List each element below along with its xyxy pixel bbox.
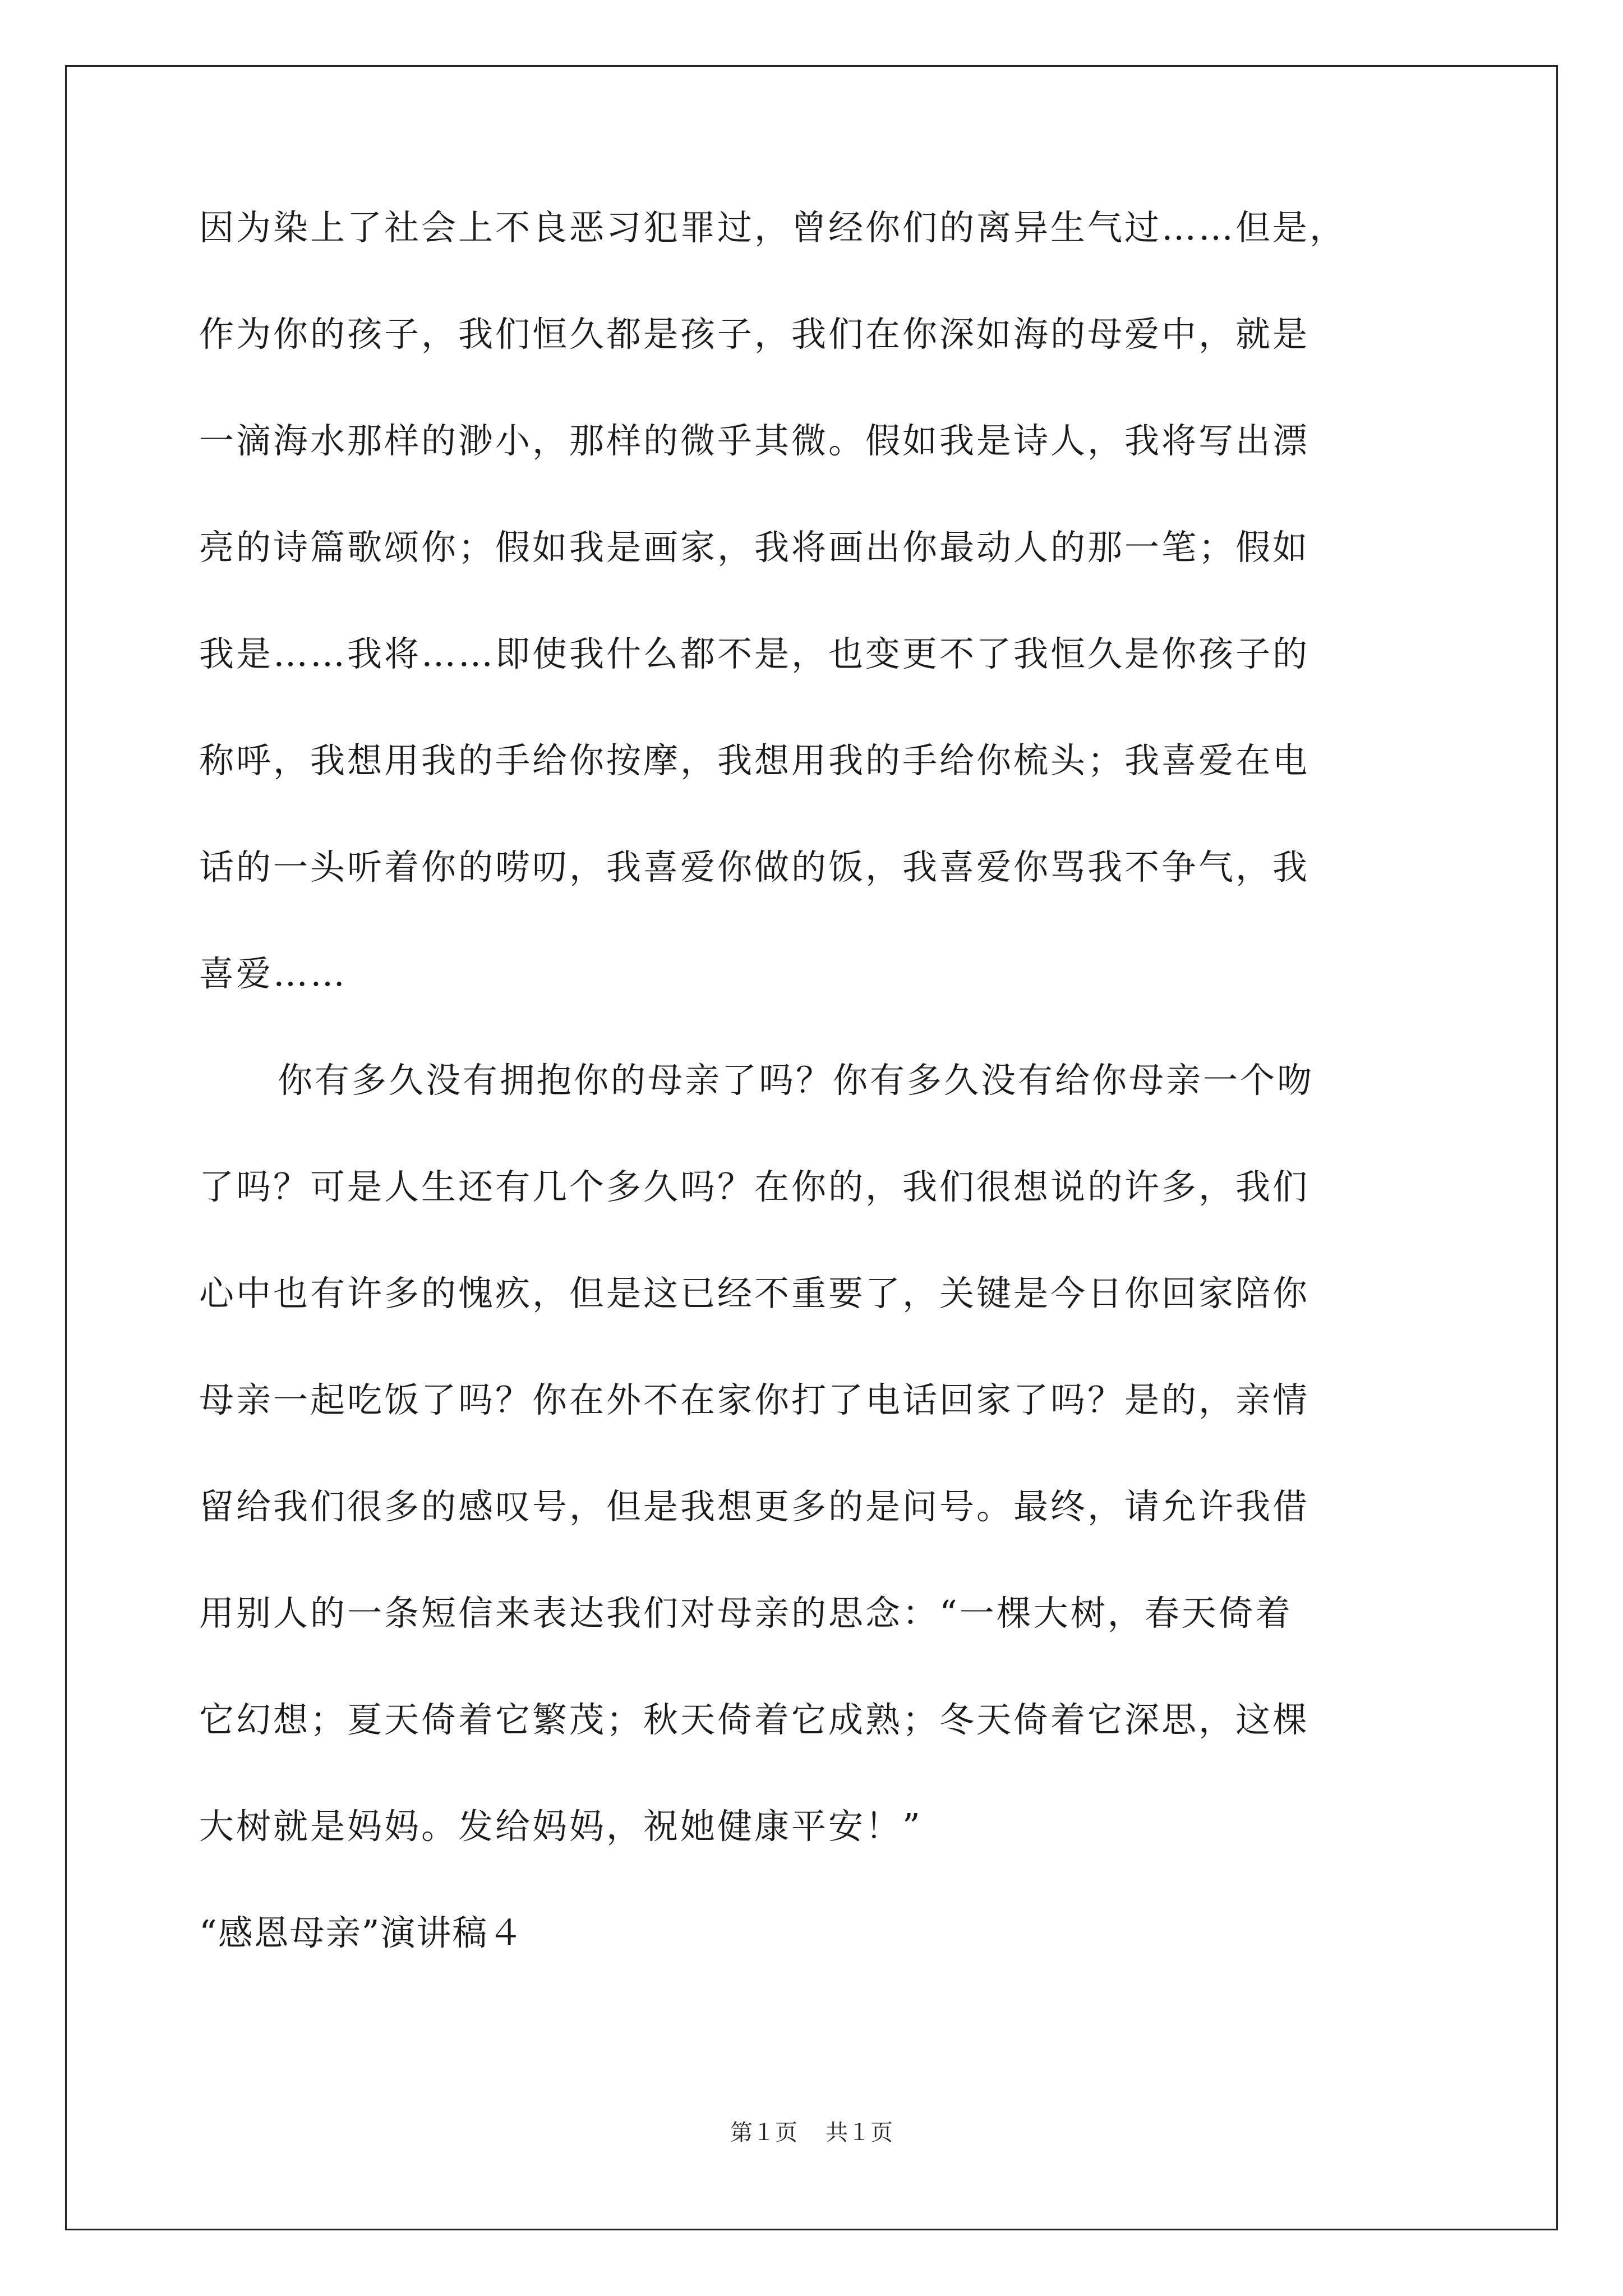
page-footer bbox=[0, 2122, 1623, 2144]
paragraph-2 bbox=[199, 1060, 1433, 1847]
text-line: 大树就是妈妈。发给妈妈，祝她健康平安！” bbox=[199, 1806, 923, 1847]
text-line: 称呼，我想用我的手给你按摩，我想用我的手给你梳头；我喜爱在电 bbox=[199, 740, 1310, 781]
section-heading: “感恩母亲”演讲稿４ bbox=[199, 1912, 524, 1953]
text-line: 你有多久没有拥抱你的母亲了吗？你有多久没有给你母亲一个吻 bbox=[278, 1060, 1315, 1101]
text-line: 我是……我将……即使我什么都不是，也变更不了我恒久是你孩子的 bbox=[199, 633, 1310, 674]
text-line: 留给我们很多的感叹号，但是我想更多的是问号。最终，请允许我借 bbox=[199, 1486, 1310, 1527]
text-line: 因为染上了社会上不良恶习犯罪过，曾经你们的离异生气过……但是， bbox=[199, 207, 1347, 248]
paragraph-1 bbox=[199, 207, 1433, 994]
text-line: 作为你的孩子，我们恒久都是孩子，我们在你深如海的母爱中，就是 bbox=[199, 314, 1310, 355]
page-number: 第１页 bbox=[730, 2120, 797, 2146]
text-line: 用别人的一条短信来表达我们对母亲的思念：“一棵大树，春天倚着 bbox=[199, 1593, 1293, 1634]
text-line: 它幻想；夏天倚着它繁茂；秋天倚着它成熟；冬天倚着它深思，这棵 bbox=[199, 1699, 1310, 1740]
text-line: 心中也有许多的愧疚，但是这已经不重要了，关键是今日你回家陪你 bbox=[199, 1273, 1310, 1314]
text-line: 母亲一起吃饭了吗？你在外不在家你打了电话回家了吗？是的，亲情 bbox=[199, 1379, 1310, 1420]
text-line: 亮的诗篇歌颂你；假如我是画家，我将画出你最动人的那一笔；假如 bbox=[199, 527, 1310, 568]
document-body bbox=[199, 207, 1433, 1953]
text-line: 话的一头听着你的唠叨，我喜爱你做的饭，我喜爱你骂我不争气，我 bbox=[199, 846, 1310, 887]
text-line: 喜爱…… bbox=[199, 953, 348, 994]
text-line: 一滴海水那样的渺小，那样的微乎其微。假如我是诗人，我将写出漂 bbox=[199, 420, 1310, 461]
text-line: 了吗？可是人生还有几个多久吗？在你的，我们很想说的许多，我们 bbox=[199, 1166, 1310, 1207]
page-total: 共１页 bbox=[826, 2120, 893, 2146]
